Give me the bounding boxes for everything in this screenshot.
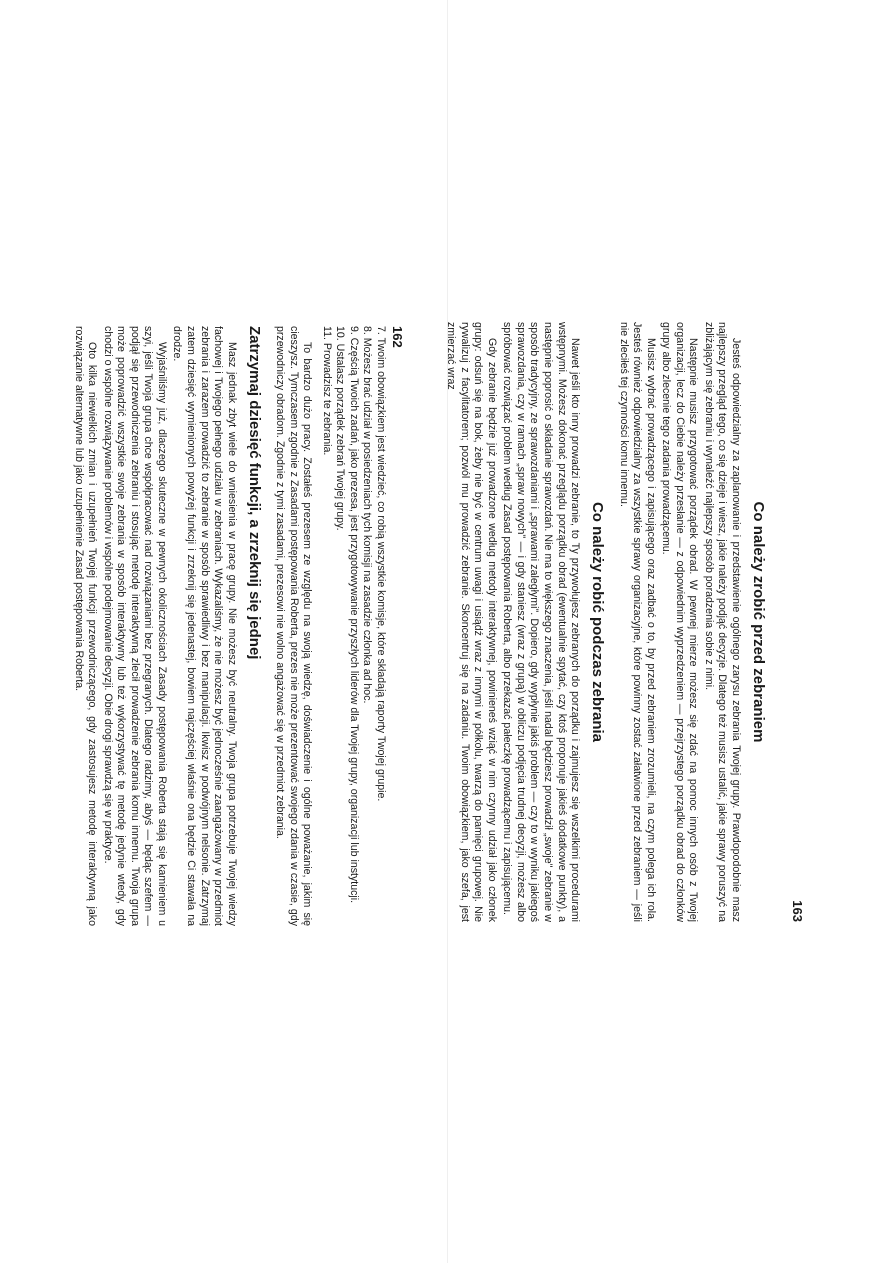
list-item: 8. Możesz brać udział w posiedzeniach tych komisji na zasadzie członka ad hoc. xyxy=(360,325,373,703)
paragraph: Gdy zebranie będzie już prowadzone według metody interaktywnej, powinieneś wziąć w nim czynny udział jako członek grupy: odsuń się na bok, żeby nie być w centrum uwagi i usiądź wraz z innymi w półkolu, twarzą do pamięci grupowej. Nie rywalizuj z facylitatorem; pozwól mu prowadzić zebranie. Skoncentruj się na zadaniu. Twoim obowiązkiem, jako szefa, jest zmierzać wraz xyxy=(444,321,498,922)
page-content xyxy=(72,325,387,926)
page-163 xyxy=(444,321,807,922)
list-item: 11. Prowadzisz te zebrania. xyxy=(320,325,333,455)
paragraph: Masz jednak zbyt wiele do wniesienia w pracę grupy. Nie możesz być neutralny. Twoja grupa potrzebuje Twojej wiedzy fachowej i Twojego pełnego udziału w zebraniach. Wykazaliśmy, że nie możesz być jednocześnie zaangażowany w przedmiot zebrania i zarazem prowadzić to zebranie w sposób sprawiedliwy i bez manipulacji. Ikwisz w podwójnym nelsonie. Zatrzymaj zatem dziesięć wymienionych powyżej funkcji i zrzeknij się jedenastej, bowiem najczęściej właśnie ona będzie Ci stawała na drodze. xyxy=(170,325,238,926)
paragraph: Nawet jeśli kto inny prowadzi zebranie, to Ty przywołujesz zebranych do porządku i zajmujesz się wszelkimi procedurami wstępnymi. Możesz dokonać przeglądu porządku obrad (ewentualnie spytać, czy ktoś proponuje jakieś dodatkowe punkty), a następnie poprosić o składanie sprawozdań. Nie ma to większego znaczenia, jeśli nadal będziesz prowadził „swoje" zebranie w sposób tradycyjny, ze sprawozdaniami i „sprawami zaległymi". Dopiero, gdy wypłynie jakiś problem — czy to w wyniku jakiegoś sprawozdania, czy w ramach „spraw nowych" — i gdy staniesz (wraz z grupą) w obliczu podjęcia trudnej decyzji, możesz albo spróbować rozwiązać problem według Zasad postępowania Roberta, albo przekazać pałeczkę prowadzącemu i zapisującemu. xyxy=(500,321,581,922)
paragraph: To bardzo dużo pracy. Zostałeś prezesem ze względu na swoją wiedzę, doświadczenie i ogólne poważanie, jakim się cieszysz. Tymczasem zgodnie z Zasadami postępowania Roberta, prezes nie może prezentować swojego zdania w czasie, gdy przewodniczy obradom. Zgodnie z tymi zasadami, prezesowi nie wolno angażować się w przedmiot zebrania. xyxy=(273,325,313,926)
list-item: 10. Ustalasz porządek zebrań Twojej grupy. xyxy=(333,325,346,531)
paragraph: Musisz wybrać prowadzącego i zapisującego oraz zadbać o to, by przed zebraniem zrozumieli, na czym polega ich rola. Jesteś również odpowiedzialny za wszystkie sprawy organizacyjne, które powinny zostać załatwione przed zebraniem — jeśli nie zleciłeś tej czynności komu innemu. xyxy=(617,321,657,922)
paragraph: Oto kilka niewielkich zmian i uzupełnień Twojej funkcji przewodniczącego, gdy zastosujesz metodę interaktywną jako rozwiązanie alternatywne lub jako uzupełnienie Zasad postępowania Roberta. xyxy=(72,325,98,926)
duties-list xyxy=(319,326,387,926)
list-item: 9. Częścią Twoich zadań, jako prezesa, jest przygotowywanie przyszłych liderów dla Twojej grupy, organizacji lub instytucji. xyxy=(347,325,360,903)
section-heading: Zatrzymaj dziesięć funkcji, a zrzeknij się jednej xyxy=(245,325,263,659)
page-162 xyxy=(72,325,407,926)
paragraph: Następnie musisz przygotować porządek obrad. W pewnej mierze możesz się zdać na pomoc innych osób z Twojej organizacji, lecz do Ciebie należy przesłanie — z odpowiednim wyprzedzeniem — przejrzystego porządku obrad do członków grupy albo zlecenie tego zadania prowadzącemu. xyxy=(659,321,699,922)
section-heading: Co należy zrobić przed zebraniem xyxy=(749,501,767,742)
page-number: 163 xyxy=(789,899,805,922)
section-heading: Co należy robić podczas zebrania xyxy=(588,501,606,742)
list-item: 7. Twoim obowiązkiem jest wiedzieć, co robią wszystkie komisje, które składają raporty Twojej grupie. xyxy=(374,325,387,801)
page-number: 162 xyxy=(389,325,405,348)
page-content xyxy=(444,321,777,922)
paragraph: Jesteś odpowiedzialny za zaplanowanie i przedstawienie ogólnego zarysu zebrania Twojej grupy. Prawdopodobnie masz najlepszy przegląd tego, co się dzieje i wiesz, jakie należy podjąć decyzje. Dlatego też musisz ustalić, jakie sprawy poruszyć na zbliżającym się zebraniu i wynaleźć najlepszy sposób poradzenia sobie z nimi. xyxy=(702,321,742,922)
paragraph: Wyjaśniliśmy już, dlaczego skuteczne w pewnych okolicznościach Zasady postępowania Roberta stają się kamieniem u szyi, jeśli Twoja grupa chce współpracować nad rozwiązaniami bez przegranych. Dlatego radzimy, abyś — będąc szefem — podjął się przewodniczenia zebraniu i stosując metodę interaktywną zlecił prowadzenie zebrania komu innemu. Twoja grupa może poprowadzić wszystkie swoje zebrania w sposób interaktywny lub też wykorzystywać tę metodę jedynie wtedy, gdy chodzi o wspólne rozwiązywanie problemów i wspólne podejmowanie decyzji. Obie drogi sprawdzą się w praktyce. xyxy=(101,325,168,926)
